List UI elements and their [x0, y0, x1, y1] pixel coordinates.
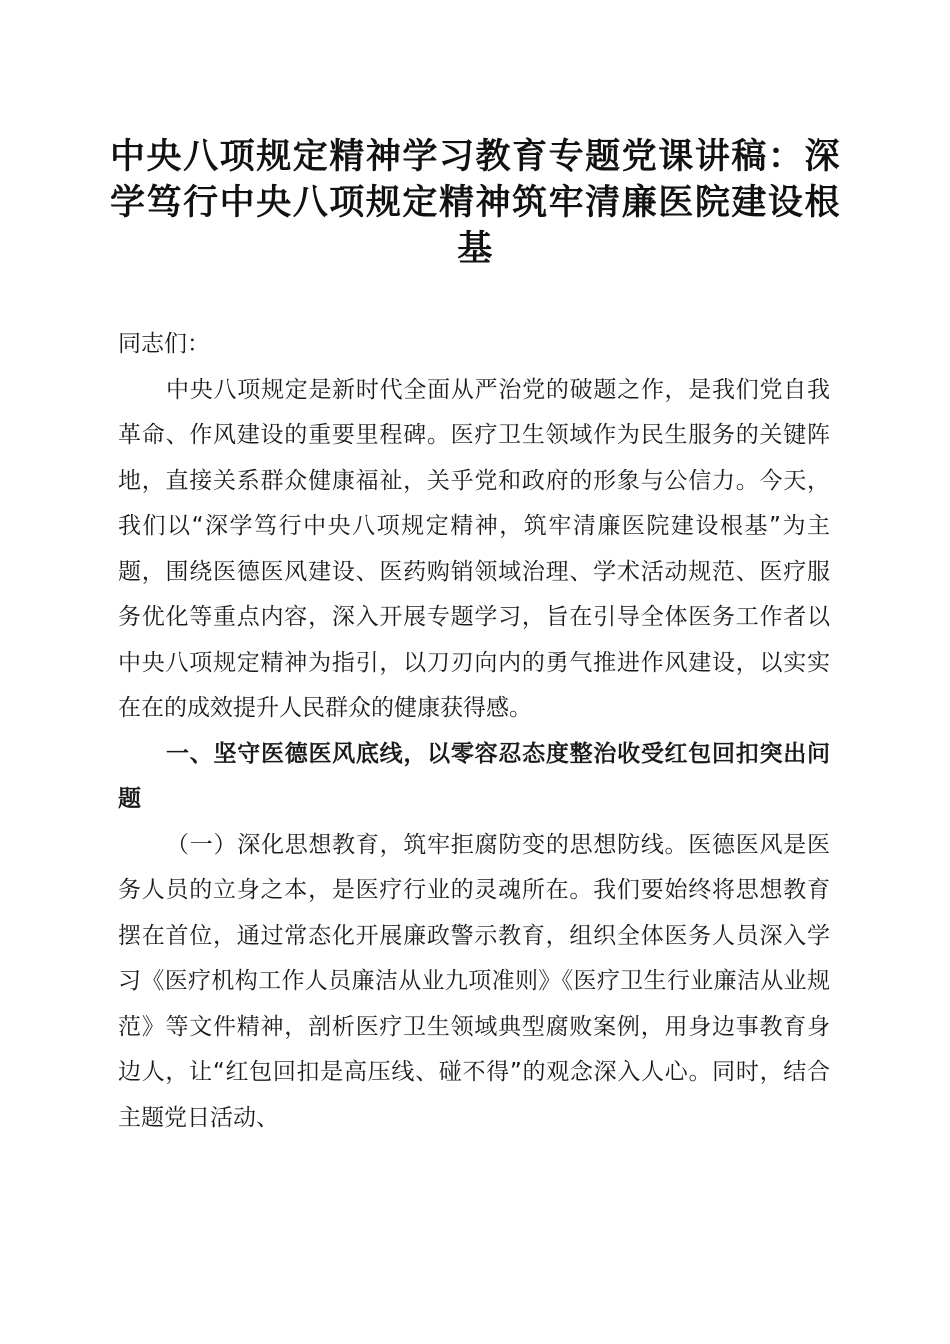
- salutation: 同志们：: [118, 331, 210, 357]
- subsection-paragraph-1: （一）深化思想教育，筑牢拒腐防变的思想防线。医德医风是医务人员的立身之本，是医疗行业的灵魂所在。我们要始终将思想教育摆在首位，通过常态化开展廉政警示教育，组织全体医务人员深入学习《医疗机构工作人员廉洁从业九项准则》《医疗卫生行业廉洁从业规范》等文件精神，剖析医疗卫生领域典型腐败案例，用身边事教育身边人，让“红包回扣是高压线、碰不得”的观念深入人心。同时，结合主题党日活动、: [118, 831, 830, 1131]
- section-heading-1: 一、坚守医德医风底线，以零容忍态度整治收受红包回扣突出问题: [118, 740, 830, 812]
- document-title: 中央八项规定精神学习教育专题党课讲稿：深学笃行中央八项规定精神筑牢清廉医院建设根基: [110, 136, 840, 269]
- document-body: [118, 322, 830, 1141]
- intro-paragraph: 中央八项规定是新时代全面从严治党的破题之作，是我们党自我革命、作风建设的重要里程碑。医疗卫生领域作为民生服务的关键阵地，直接关系群众健康福祉，关乎党和政府的形象与公信力。今天，我们以“深学笃行中央八项规定精神，筑牢清廉医院建设根基”为主题，围绕医德医风建设、医药购销领域治理、学术活动规范、医疗服务优化等重点内容，深入开展专题学习，旨在引导全体医务工作者以中央八项规定精神为指引，以刀刃向内的勇气推进作风建设，以实实在在的成效提升人民群众的健康获得感。: [118, 376, 830, 721]
